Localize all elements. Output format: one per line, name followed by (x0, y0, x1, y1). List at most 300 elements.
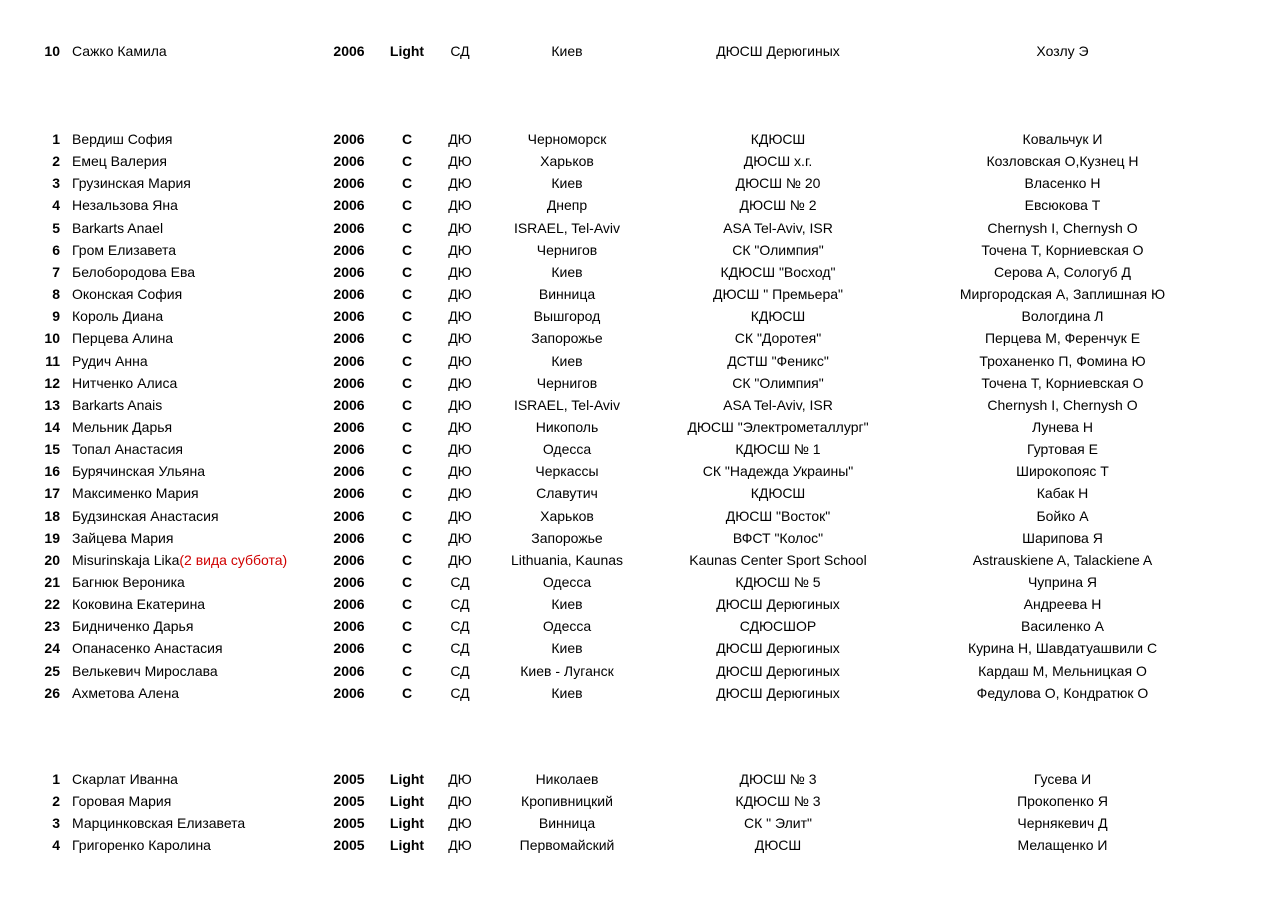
coach: Кабак Н (1036, 485, 1089, 502)
coach: Вологдина Л (1021, 308, 1104, 325)
coach: Гуртовая Е (1027, 441, 1098, 458)
athlete-name (72, 327, 173, 349)
birth-year: 2006 (333, 286, 365, 303)
level: С (401, 131, 413, 147)
table-row (0, 350, 1280, 372)
coach: Бойко А (1036, 507, 1089, 524)
group: ДЮ (448, 771, 472, 787)
row-number: 2 (52, 793, 60, 810)
table-row (0, 40, 1280, 62)
row-number: 25 (44, 662, 60, 679)
row-number: 4 (52, 197, 60, 214)
athlete-name-text: Перцева Алина (72, 330, 174, 347)
table-row (0, 305, 1280, 327)
row-number: 8 (52, 286, 60, 303)
club: ДЮСШ № 2 (739, 197, 817, 214)
birth-year: 2006 (333, 507, 365, 524)
coach: Прокопенко Я (1017, 793, 1108, 810)
group: ДЮ (448, 219, 472, 236)
row-number: 10 (44, 330, 60, 347)
coach: Ковальчук И (1022, 131, 1103, 147)
athlete-name (72, 217, 163, 239)
birth-year: 2006 (333, 352, 365, 369)
birth-year: 2006 (333, 618, 365, 635)
group: ДЮ (448, 507, 472, 524)
city: Киев (551, 43, 583, 59)
coach: Федулова О, Кондратюк О (976, 684, 1149, 701)
row-number: 5 (52, 219, 60, 236)
city: Вышгород (533, 308, 601, 325)
level: С (401, 241, 413, 258)
birth-year: 2006 (333, 396, 365, 413)
athlete-name-text: Вердиш София (72, 131, 173, 147)
athlete-name-text: Коковина Екатерина (72, 596, 206, 613)
level: С (401, 551, 413, 568)
city: ISRAEL, Tel-Aviv (513, 219, 621, 236)
row-number: 11 (45, 352, 60, 369)
coach: Серова А, Сологуб Д (994, 263, 1131, 280)
athlete-name-text: Король Диана (72, 308, 164, 325)
city: Одесса (542, 441, 592, 458)
athlete-name-text: Горовая Мария (72, 793, 172, 810)
athlete-name (72, 239, 176, 261)
coach: Чуприна Я (1027, 574, 1098, 590)
club: ДЮСШ № 3 (739, 771, 817, 787)
city: Киев (551, 684, 583, 701)
row-number: 21 (44, 574, 60, 590)
city: Николаев (535, 771, 599, 787)
group: ДЮ (448, 396, 472, 413)
city: Винница (538, 286, 596, 303)
birth-year: 2006 (333, 551, 365, 568)
city: Харьков (540, 507, 594, 524)
table-row (0, 372, 1280, 394)
table-row (0, 682, 1280, 704)
row-number: 20 (44, 551, 60, 568)
table-row (0, 768, 1280, 790)
club: ДСТШ "Феникс" (727, 352, 829, 369)
club: СДЮСШОР (739, 618, 817, 635)
table-row (0, 637, 1280, 659)
club: ДЮСШ "Электрометаллург" (687, 418, 869, 435)
level: С (401, 485, 413, 502)
club: СК "Надежда Украины" (702, 463, 854, 480)
group: ДЮ (448, 529, 472, 546)
athlete-name-text: Скарлат Иванна (72, 771, 178, 787)
level: С (401, 153, 413, 170)
city: Запорожье (531, 330, 603, 347)
level: С (401, 596, 413, 613)
level: С (401, 418, 413, 435)
athlete-name (72, 637, 223, 659)
table-row (0, 150, 1280, 172)
club: КДЮСШ № 5 (735, 574, 821, 590)
group: СД (450, 43, 470, 59)
birth-year: 2006 (333, 374, 365, 391)
group: ДЮ (448, 793, 472, 810)
athlete-name-text: Емец Валерия (72, 153, 167, 170)
level: С (401, 219, 413, 236)
club: ДЮСШ " Премьера" (712, 286, 844, 303)
group: СД (450, 574, 470, 590)
athlete-name (72, 682, 179, 704)
athlete-name (72, 460, 205, 482)
coach: Мелащенко И (1017, 837, 1108, 854)
level: Light (389, 793, 425, 810)
birth-year: 2006 (333, 219, 365, 236)
row-number: 9 (52, 308, 60, 325)
birth-year: 2006 (333, 441, 365, 458)
coach: Евсюкова Т (1024, 197, 1101, 214)
row-number: 18 (44, 507, 60, 524)
athlete-name-text: Barkarts Anais (72, 396, 163, 413)
group: СД (450, 596, 470, 613)
club: ДЮСШ (754, 837, 802, 854)
group: ДЮ (448, 485, 472, 502)
athlete-name-text: Багнюк Вероника (72, 574, 185, 590)
athlete-name (72, 394, 162, 416)
table-row (0, 571, 1280, 593)
level: С (401, 684, 413, 701)
table-row (0, 834, 1280, 856)
city: Кропивницкий (521, 793, 613, 810)
birth-year: 2006 (333, 263, 365, 280)
city: Никополь (535, 418, 599, 435)
athlete-name-text: Бурячинская Ульяна (72, 463, 205, 480)
club: ДЮСШ "Восток" (725, 507, 831, 524)
birth-year: 2005 (333, 815, 365, 832)
club: КДЮСШ № 1 (735, 441, 821, 458)
club: КДЮСШ "Восход" (720, 263, 836, 280)
row-number: 7 (52, 263, 60, 280)
athlete-name (72, 660, 218, 682)
athlete-note: (2 вида суббота) (179, 551, 288, 568)
athlete-name-text: Рудич Анна (72, 352, 148, 369)
athlete-name (72, 615, 193, 637)
level: С (401, 197, 413, 214)
level: С (401, 263, 413, 280)
table-row (0, 416, 1280, 438)
group: ДЮ (448, 330, 472, 347)
coach: Astrauskiene A, Talackiene A (972, 551, 1153, 568)
group: СД (450, 618, 470, 635)
birth-year: 2006 (333, 485, 365, 502)
club: ДЮСШ Дерюгиных (716, 684, 840, 701)
birth-year: 2006 (333, 662, 365, 679)
athlete-name-text: Григоренко Каролина (72, 837, 211, 854)
city: Киев (551, 596, 583, 613)
level: С (401, 441, 413, 458)
club: ASA Tel-Aviv, ISR (723, 219, 833, 236)
athlete-name (72, 549, 287, 571)
table-row (0, 128, 1280, 150)
coach: Широкопояс Т (1016, 463, 1109, 480)
athlete-name-text: Марцинковская Елизавета (72, 815, 246, 832)
coach: Козловская О,Кузнец Н (986, 153, 1139, 170)
table-row (0, 217, 1280, 239)
athlete-name-text: Белобородова Ева (72, 263, 196, 280)
city: Харьков (540, 153, 594, 170)
coach: Власенко Н (1024, 175, 1101, 192)
coach: Хозлу Э (1036, 43, 1089, 59)
group: ДЮ (448, 175, 472, 192)
city: Чернигов (536, 241, 598, 258)
level: С (401, 286, 413, 303)
group: ДЮ (448, 418, 472, 435)
row-number: 4 (52, 837, 60, 854)
club: ДЮСШ Дерюгиных (716, 640, 840, 657)
athlete-name (72, 128, 173, 150)
group: ДЮ (448, 463, 472, 480)
table-row (0, 194, 1280, 216)
city: Запорожье (531, 529, 603, 546)
table-row (0, 549, 1280, 571)
row-number: 1 (52, 771, 60, 787)
club: ДЮСШ Дерюгиных (716, 43, 840, 59)
athlete-name (72, 350, 148, 372)
row-number: 15 (44, 441, 60, 458)
birth-year: 2006 (333, 153, 365, 170)
athlete-name-text: Грузинская Мария (72, 175, 191, 192)
city: Первомайский (519, 837, 615, 854)
coach: Точена Т, Корниевская О (981, 374, 1144, 391)
table-row (0, 438, 1280, 460)
club: ДЮСШ Дерюгиных (716, 662, 840, 679)
club: ДЮСШ № 20 (735, 175, 821, 192)
level: С (401, 507, 413, 524)
city: Киев (551, 175, 583, 192)
club: СК " Элит" (744, 815, 812, 832)
athlete-name (72, 505, 219, 527)
row-number: 22 (44, 596, 60, 613)
level: Light (389, 43, 425, 59)
city: Черноморск (527, 131, 607, 147)
row-number: 13 (44, 396, 60, 413)
birth-year: 2006 (333, 529, 365, 546)
athlete-name (72, 305, 163, 327)
group: ДЮ (448, 263, 472, 280)
row-number: 24 (44, 640, 60, 657)
table-row (0, 327, 1280, 349)
athlete-name (72, 172, 191, 194)
level: С (401, 640, 413, 657)
group: СД (450, 640, 470, 657)
athlete-name-text: Barkarts Anael (72, 219, 164, 236)
athlete-name (72, 768, 178, 790)
birth-year: 2006 (333, 330, 365, 347)
athlete-name-text: Велькевич Мирослава (72, 662, 218, 679)
coach: Василенко А (1021, 618, 1104, 635)
city: Чернигов (536, 374, 598, 391)
athlete-name (72, 261, 195, 283)
athlete-name (72, 372, 177, 394)
group: ДЮ (448, 374, 472, 391)
athlete-name-text: Сажко Камила (72, 43, 167, 59)
group: ДЮ (448, 352, 472, 369)
birth-year: 2005 (333, 793, 365, 810)
city: Lithuania, Kaunas (510, 551, 624, 568)
club: ASA Tel-Aviv, ISR (723, 396, 833, 413)
coach: Лунева Н (1032, 418, 1093, 435)
athlete-name (72, 194, 178, 216)
athlete-name-text: Топал Анастасия (72, 441, 183, 458)
group: ДЮ (448, 153, 472, 170)
coach: Chernysh I, Chernysh O (987, 396, 1138, 413)
birth-year: 2006 (333, 684, 365, 701)
coach: Chernysh I, Chernysh O (987, 219, 1138, 236)
athlete-name (72, 283, 182, 305)
level: Light (389, 815, 425, 832)
athlete-name (72, 571, 185, 593)
athlete-name-text: Незальзова Яна (72, 197, 178, 214)
group: ДЮ (448, 286, 472, 303)
athlete-name (72, 527, 173, 549)
level: С (401, 374, 413, 391)
row-number: 10 (44, 43, 60, 59)
birth-year: 2006 (333, 596, 365, 613)
coach: Перцева М, Ференчук Е (984, 330, 1141, 347)
row-number: 3 (52, 175, 60, 192)
city: Киев (551, 640, 583, 657)
row-number: 19 (44, 529, 60, 546)
coach: Точена Т, Корниевская О (981, 241, 1144, 258)
level: С (401, 175, 413, 192)
coach: Шарипова Я (1022, 529, 1103, 546)
city: Славутич (536, 485, 598, 502)
birth-year: 2005 (333, 837, 365, 854)
coach: Андреева Н (1023, 596, 1102, 613)
coach: Гусева И (1033, 771, 1092, 787)
athlete-name-text: Бидниченко Дарья (72, 618, 194, 635)
city: Черкассы (535, 463, 599, 480)
table-row (0, 172, 1280, 194)
level: С (401, 463, 413, 480)
level: Light (389, 771, 425, 787)
athlete-name-text: Мельник Дарья (72, 418, 173, 435)
table-row (0, 660, 1280, 682)
coach: Троханенко П, Фомина Ю (979, 352, 1146, 369)
coach: Миргородская А, Заплишная Ю (959, 286, 1166, 303)
table-row (0, 593, 1280, 615)
table-row (0, 790, 1280, 812)
birth-year: 2006 (333, 574, 365, 590)
club: КДЮСШ (750, 485, 806, 502)
athlete-name (72, 438, 183, 460)
group: ДЮ (448, 131, 472, 147)
level: С (401, 352, 413, 369)
athlete-name (72, 482, 199, 504)
coach: Курина Н, Шавдатуашвили С (967, 640, 1158, 657)
club: КДЮСШ № 3 (735, 793, 821, 810)
row-number: 23 (44, 618, 60, 635)
row-number: 3 (52, 815, 60, 832)
city: Киев - Луганск (520, 662, 614, 679)
group: ДЮ (448, 815, 472, 832)
group: ДЮ (448, 551, 472, 568)
level: С (401, 529, 413, 546)
birth-year: 2006 (333, 308, 365, 325)
table-row (0, 394, 1280, 416)
table-row (0, 482, 1280, 504)
athlete-name (72, 790, 171, 812)
row-number: 26 (44, 684, 60, 701)
athlete-name (72, 593, 205, 615)
level: С (401, 308, 413, 325)
athlete-name-text: Будзинская Анастасия (72, 507, 219, 524)
city: Днепр (546, 197, 588, 214)
birth-year: 2006 (333, 175, 365, 192)
city: Киев (551, 263, 583, 280)
row-number: 1 (52, 131, 60, 147)
table-row (0, 527, 1280, 549)
group: СД (450, 662, 470, 679)
club: ВФСТ "Колос" (732, 529, 824, 546)
birth-year: 2006 (333, 131, 365, 147)
row-number: 2 (52, 153, 60, 170)
coach: Кардаш М, Мельницкая О (978, 662, 1147, 679)
birth-year: 2006 (333, 463, 365, 480)
athlete-name-text: Нитченко Алиса (72, 374, 178, 391)
level: С (401, 618, 413, 635)
athlete-name (72, 834, 211, 856)
table-row (0, 460, 1280, 482)
row-number: 14 (44, 418, 60, 435)
club: СК "Доротея" (734, 330, 822, 347)
group: ДЮ (448, 241, 472, 258)
table-row (0, 283, 1280, 305)
club: Kaunas Center Sport School (689, 551, 867, 568)
group: ДЮ (448, 441, 472, 458)
athlete-name-text: Зайцева Мария (72, 529, 174, 546)
club: СК "Олимпия" (732, 374, 824, 391)
level: Light (389, 837, 425, 854)
table-row (0, 812, 1280, 834)
table-row (0, 505, 1280, 527)
club: КДЮСШ (750, 131, 806, 147)
city: Одесса (542, 618, 592, 635)
birth-year: 2006 (333, 43, 365, 59)
group: СД (450, 684, 470, 701)
athlete-name-text: Ахметова Алена (72, 684, 180, 701)
athlete-name (72, 150, 167, 172)
athlete-name (72, 416, 172, 438)
club: КДЮСШ (750, 308, 806, 325)
club: ДЮСШ х.г. (743, 153, 813, 170)
birth-year: 2006 (333, 241, 365, 258)
city: Киев (551, 352, 583, 369)
athlete-name-text: Опанасенко Анастасия (72, 640, 223, 657)
group: ДЮ (448, 197, 472, 214)
club: ДЮСШ Дерюгиных (716, 596, 840, 613)
level: С (401, 396, 413, 413)
athlete-name (72, 812, 245, 834)
level: С (401, 330, 413, 347)
row-number: 6 (52, 241, 60, 258)
table-row (0, 261, 1280, 283)
city: ISRAEL, Tel-Aviv (513, 396, 621, 413)
athlete-name-text: Оконская София (72, 286, 183, 303)
table-row (0, 239, 1280, 261)
birth-year: 2006 (333, 640, 365, 657)
athlete-name (72, 40, 167, 62)
club: СК "Олимпия" (732, 241, 824, 258)
athlete-name-text: Максименко Мария (72, 485, 199, 502)
row-number: 12 (44, 374, 60, 391)
group: ДЮ (448, 837, 472, 854)
birth-year: 2006 (333, 418, 365, 435)
row-number: 16 (44, 463, 60, 480)
level: С (401, 574, 413, 590)
